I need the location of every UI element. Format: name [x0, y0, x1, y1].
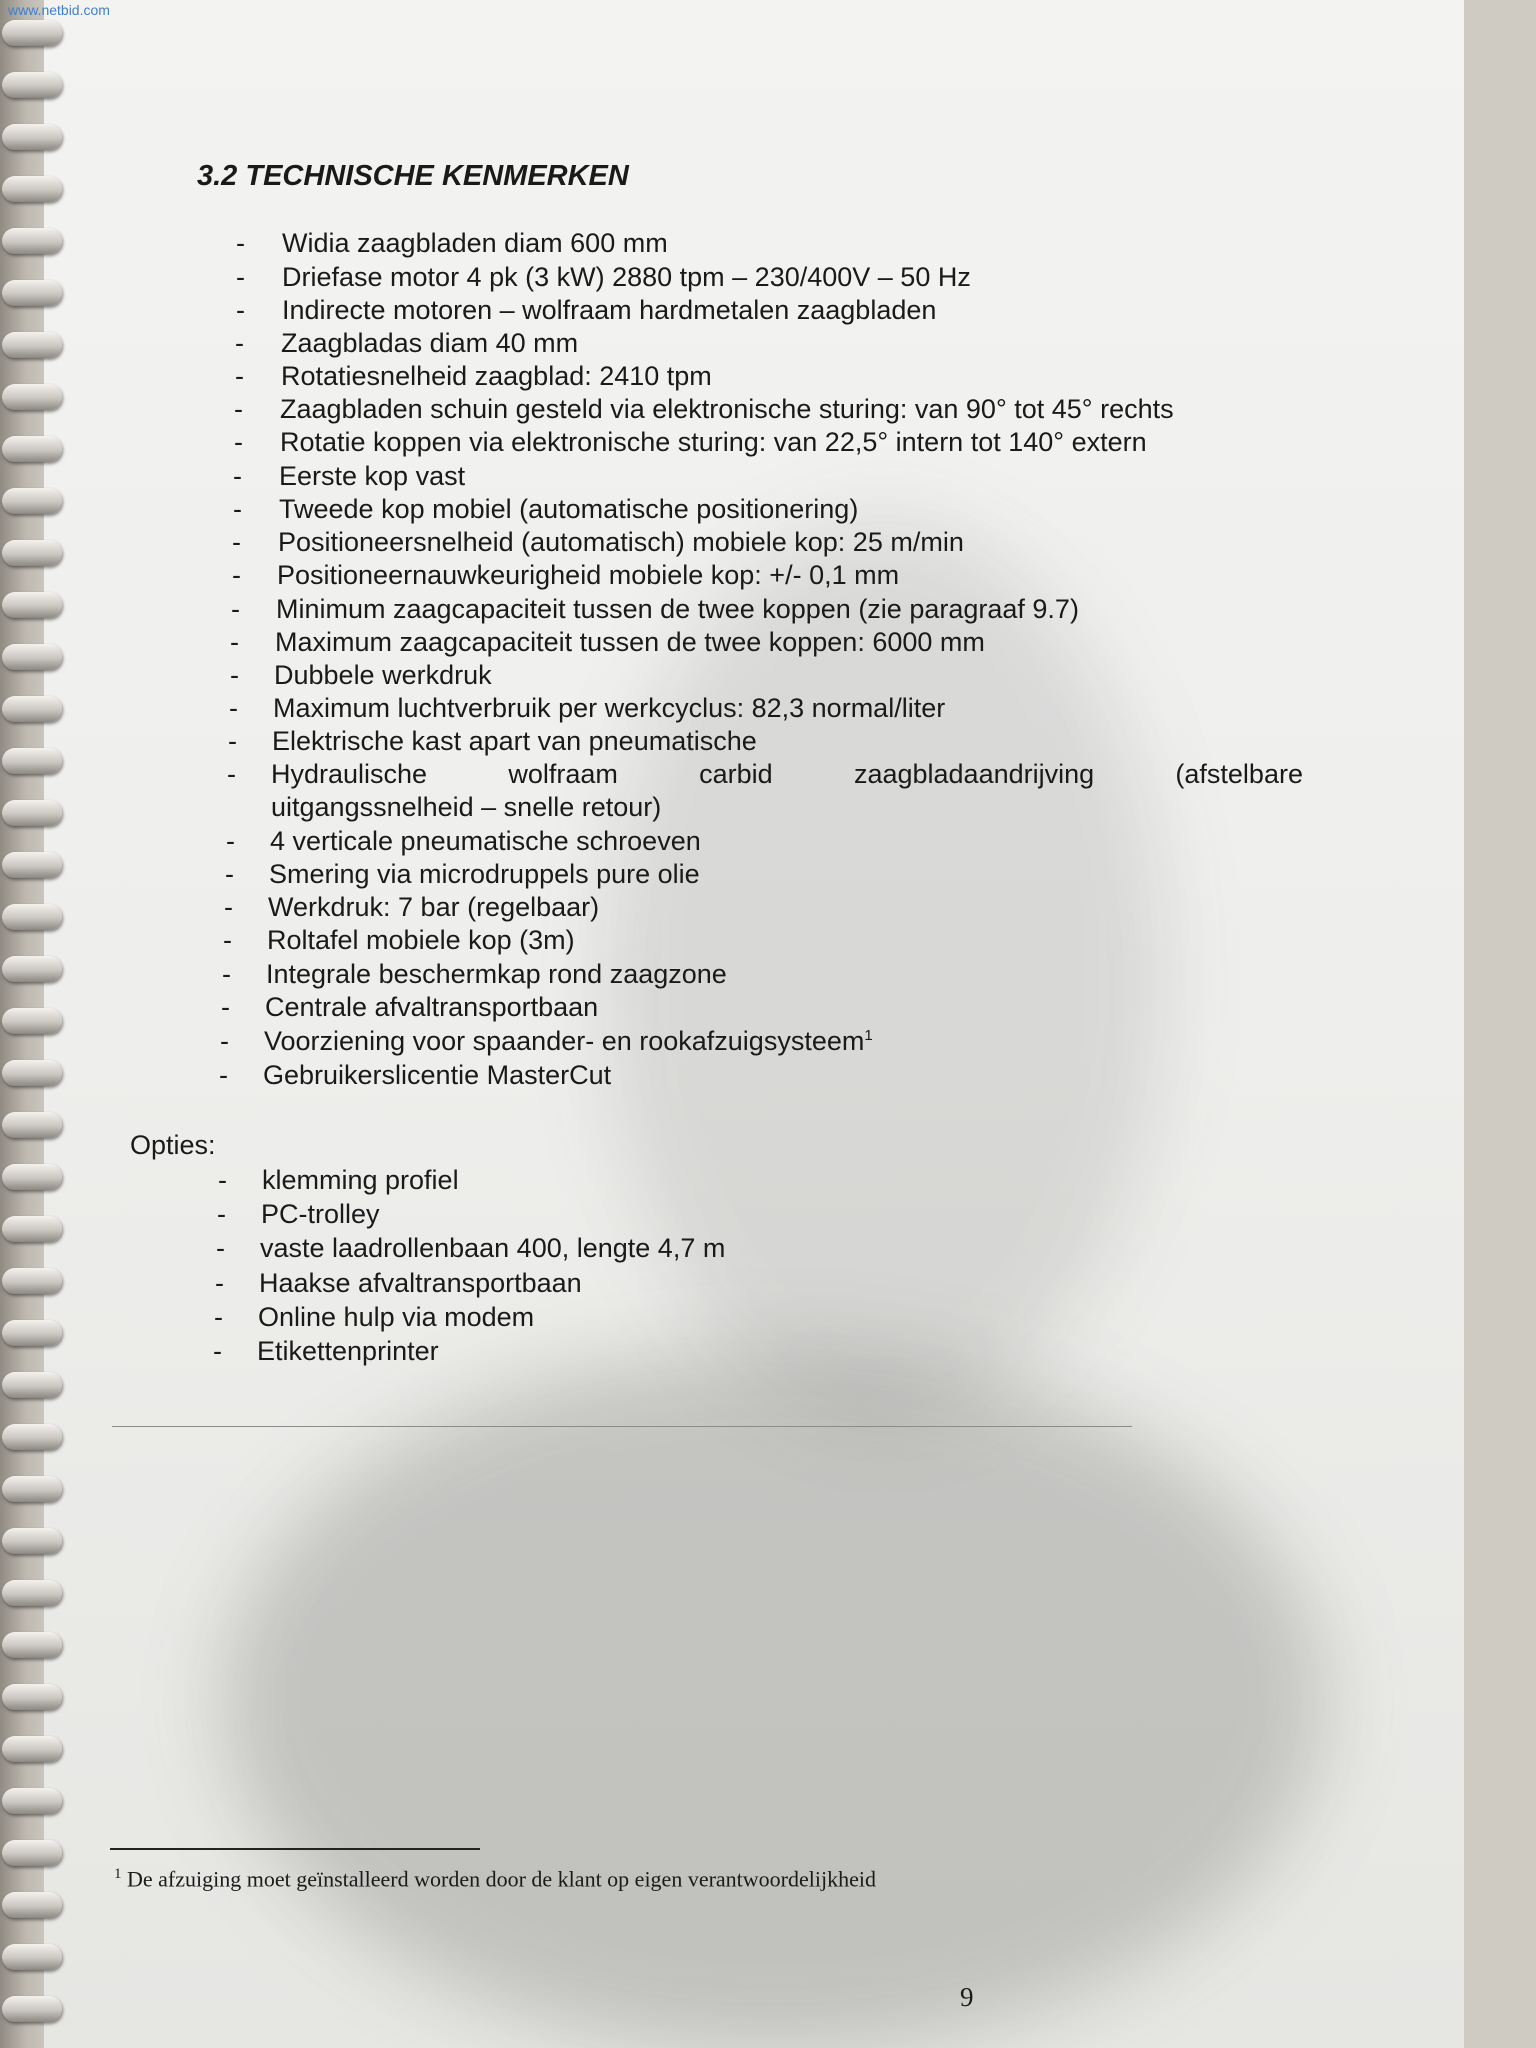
section-title: 3.2 TECHNISCHE KENMERKEN	[197, 160, 629, 192]
binding-ring	[2, 644, 62, 670]
binding-ring	[2, 1944, 62, 1970]
binding-ring	[2, 956, 62, 982]
binding-ring	[2, 1996, 62, 2022]
footnote	[114, 1866, 876, 1892]
binding-ring	[2, 176, 62, 202]
binding-ring	[2, 1268, 62, 1294]
binding-ring	[2, 1372, 62, 1398]
binding-ring	[2, 1632, 62, 1658]
binding-ring	[2, 852, 62, 878]
binding-ring	[2, 1684, 62, 1710]
hand-shadow	[224, 1350, 1324, 2048]
footnote-reference[interactable]: 1	[864, 1027, 873, 1044]
binding-ring	[2, 1008, 62, 1034]
binding-ring	[2, 1892, 62, 1918]
binding-ring	[2, 696, 62, 722]
binding-ring	[2, 1580, 62, 1606]
binding-ring	[2, 1060, 62, 1086]
binding-ring	[2, 904, 62, 930]
options-heading: Opties:	[130, 1130, 216, 1160]
binding-ring	[2, 1424, 62, 1450]
binding-ring	[2, 1840, 62, 1866]
binding-ring	[2, 748, 62, 774]
binding-ring	[2, 72, 62, 98]
binding-ring	[2, 1528, 62, 1554]
binding-ring	[2, 1320, 62, 1346]
binding-ring	[2, 1216, 62, 1242]
binding-ring	[2, 124, 62, 150]
binding-ring	[2, 384, 62, 410]
binding-ring	[2, 436, 62, 462]
page-number: 9	[960, 1982, 974, 2012]
justified-word: carbid	[699, 759, 773, 789]
binding-ring	[2, 1788, 62, 1814]
binding-ring	[2, 20, 62, 46]
binding-ring	[2, 332, 62, 358]
justified-word: wolfraam	[508, 759, 618, 789]
footnote-number: 1	[114, 1866, 122, 1882]
binding-ring	[2, 488, 62, 514]
justified-word: (afstelbare	[1175, 759, 1303, 789]
binding-ring	[2, 280, 62, 306]
bleed-through-rule	[112, 1426, 1132, 1427]
binding-ring	[2, 1736, 62, 1762]
watermark-link[interactable]: www.netbid.com	[8, 2, 110, 18]
justified-word: zaagbladaandrijving	[853, 759, 1095, 789]
binding-ring	[2, 1112, 62, 1138]
justified-word: Hydraulische	[271, 759, 428, 789]
binding-ring	[2, 592, 62, 618]
binding-ring	[2, 540, 62, 566]
footnote-divider	[110, 1848, 480, 1850]
binding-ring	[2, 228, 62, 254]
binding-ring	[2, 1164, 62, 1190]
binding-ring	[2, 1476, 62, 1502]
footnote-text: De afzuiging moet geïnstalleerd worden door de klant op eigen verantwoordelijkheid	[127, 1866, 876, 1892]
binding-ring	[2, 800, 62, 826]
